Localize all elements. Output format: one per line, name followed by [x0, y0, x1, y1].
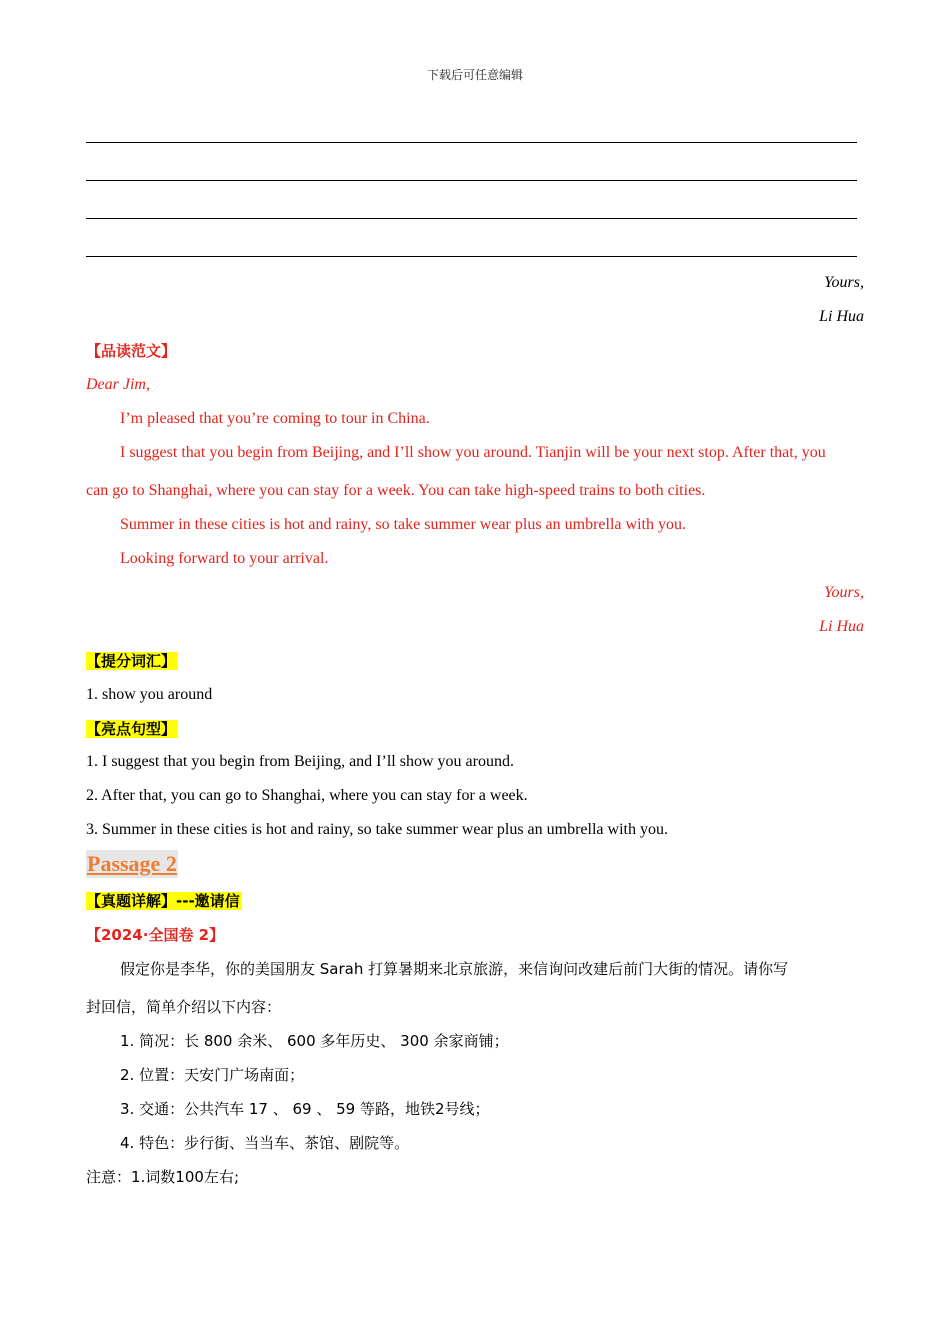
sample-heading: 【品读范文】 [86, 342, 177, 360]
closing-name: Li Hua [819, 308, 864, 325]
sample-paragraph-2-line-1: I suggest that you begin from Beijing, and I’ll show you around. Tianjin will be your next stop. After that, you [120, 444, 826, 461]
prompt-note: 注意：1.词数100左右; [86, 1168, 239, 1186]
prompt-point: 3. 交通：公共汽车 17 、 69 、 59 等路，地铁2号线； [120, 1100, 490, 1118]
writing-line [86, 218, 857, 219]
exam-heading: 【2024·全国卷 2】 [86, 926, 225, 944]
closing-yours: Yours, [824, 274, 864, 291]
detail-heading: 【真题详解】---邀请信 [86, 892, 240, 910]
prompt-point: 2. 位置：天安门广场南面； [120, 1066, 305, 1084]
sample-paragraph-2-line-2: can go to Shanghai, where you can stay for a week. You can take high-speed trains to both cities. [86, 482, 706, 499]
sample-paragraph-3: Summer in these cities is hot and rainy, so take summer wear plus an umbrella with you. [120, 516, 686, 533]
sentence-item: 3. Summer in these cities is hot and rainy, so take summer wear plus an umbrella with you. [86, 821, 668, 838]
passage-title: Passage 2 [87, 851, 177, 876]
writing-line [86, 180, 857, 181]
prompt-line-2: 封回信，简单介绍以下内容： [86, 998, 282, 1016]
sample-closing-yours: Yours, [824, 584, 864, 601]
sentence-item: 1. I suggest that you begin from Beijing, and I’ll show you around. [86, 753, 514, 770]
sentence-item: 2. After that, you can go to Shanghai, where you can stay for a week. [86, 787, 528, 804]
vocab-item: 1. show you around [86, 686, 213, 703]
prompt-point: 1. 简况：长 800 余米、 600 多年历史、 300 余家商铺； [120, 1032, 509, 1050]
sample-paragraph-1: I’m pleased that you’re coming to tour in China. [120, 410, 430, 427]
writing-line [86, 142, 857, 143]
page-header: 下载后可任意编辑 [426, 68, 523, 82]
sample-closing-name: Li Hua [819, 618, 864, 635]
prompt-point: 4. 特色：步行街、当当车、茶馆、剧院等。 [120, 1134, 410, 1152]
sample-salutation: Dear Jim, [86, 376, 150, 393]
writing-line [86, 256, 857, 257]
sentence-heading: 【亮点句型】 [86, 720, 177, 738]
vocab-heading: 【提分词汇】 [86, 652, 177, 670]
prompt-line-1: 假定你是李华，你的美国朋友 Sarah 打算暑期来北京旅游，来信询问改建后前门大街的情况。请你写 [120, 960, 789, 978]
sample-paragraph-4: Looking forward to your arrival. [120, 550, 329, 567]
